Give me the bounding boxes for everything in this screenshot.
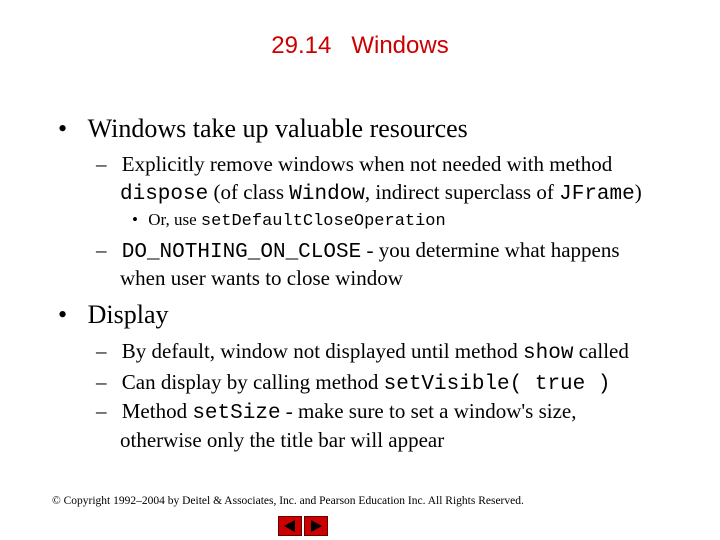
right-arrow-icon[interactable] <box>304 516 328 536</box>
text-fragment: ) <box>634 180 642 204</box>
code-setdefaultcloseoperation: setDefaultCloseOperation <box>200 212 446 231</box>
copyright-footer: © Copyright 1992–2004 by Deitel & Associates, Inc. and Pearson Education Inc. All Rights Reserved. <box>52 495 524 507</box>
sub-bullet-1-2-cont <box>120 266 403 291</box>
dash-marker: – <box>96 370 107 394</box>
dash-marker: – <box>96 399 107 423</box>
text-fragment: , indirect superclass of <box>364 180 560 204</box>
text-fragment: called <box>573 339 629 363</box>
dash-marker: – <box>96 339 107 363</box>
bullet-1 <box>58 114 468 144</box>
code-show: show <box>523 342 574 365</box>
bullet-marker: • <box>58 300 68 329</box>
text-fragment: Method <box>121 399 193 423</box>
sub-bullet-2-1 <box>96 339 629 365</box>
sub-bullet-1-1-text: Explicitly remove windows when not needed with method <box>121 152 613 176</box>
text-fragment: otherwise only the title bar will appear <box>120 428 445 452</box>
text-fragment: - make sure to set a window's size, <box>280 399 577 423</box>
bullet-2-text: Display <box>87 300 169 329</box>
bullet-2 <box>58 300 169 330</box>
code-dispose: dispose <box>120 183 209 206</box>
text-fragment: Can display by calling method <box>121 370 384 394</box>
bullet-1-text: Windows take up valuable resources <box>87 114 468 143</box>
dash-marker: – <box>96 152 107 176</box>
text-fragment: By default, window not displayed until method <box>121 339 524 363</box>
code-setsize: setSize <box>192 402 281 425</box>
code-setvisible: setVisible( true ) <box>383 373 611 396</box>
text-fragment: - you determine what happens <box>361 238 620 262</box>
dash-marker: – <box>96 238 107 262</box>
slide-title: 29.14 Windows <box>271 32 449 59</box>
bullet-marker: • <box>132 210 138 229</box>
sub-bullet-2-3-cont <box>120 428 444 453</box>
left-arrow-icon[interactable] <box>278 516 302 536</box>
sub-bullet-1-2 <box>96 238 620 264</box>
text-fragment: (of class <box>208 180 290 204</box>
code-jframe: JFrame <box>559 183 635 206</box>
sub-bullet-2-2 <box>96 370 610 396</box>
sub-bullet-2-3 <box>96 399 577 425</box>
sub-sub-bullet-1-1-1 <box>132 210 446 231</box>
sub-bullet-1-1-cont <box>120 180 642 206</box>
sub-bullet-1-1 <box>96 152 612 177</box>
text-fragment: when user wants to close window <box>120 266 403 290</box>
code-window: Window <box>289 183 365 206</box>
text-fragment: Or, use <box>148 210 201 229</box>
code-do-nothing-on-close: DO_NOTHING_ON_CLOSE <box>121 241 362 264</box>
bullet-marker: • <box>58 114 68 143</box>
